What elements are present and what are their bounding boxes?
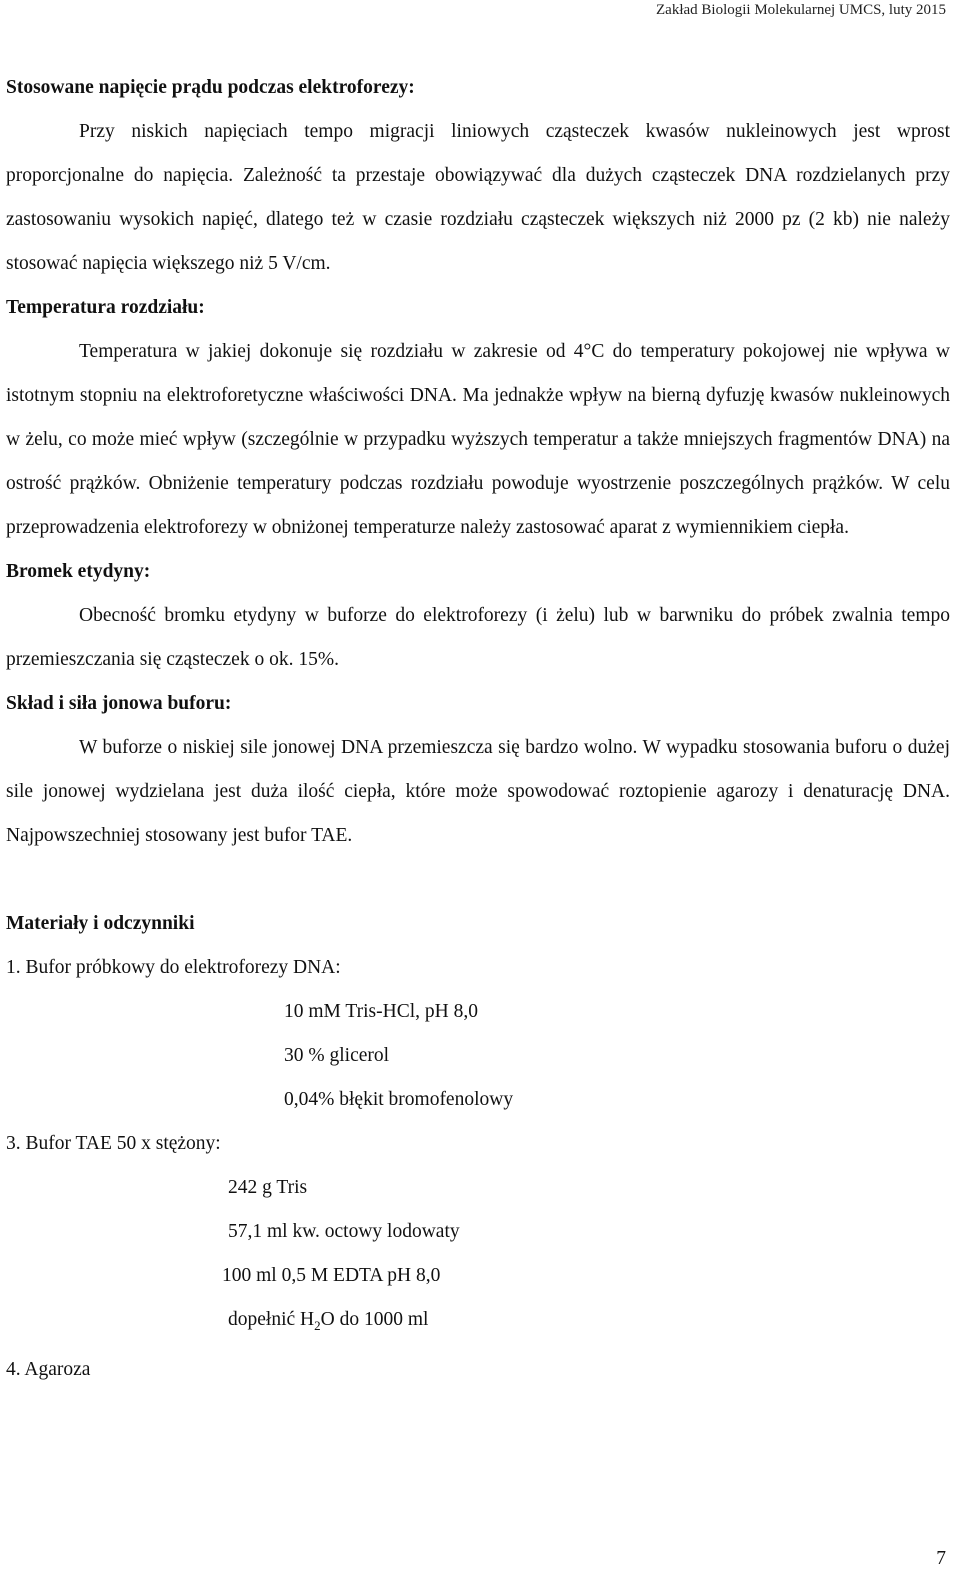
section-heading-ethidium: Bromek etydyny: [6, 561, 151, 582]
section-heading-voltage: Stosowane napięcie prądu podczas elektroforezy: [6, 77, 415, 98]
document-body [6, 66, 950, 1392]
page-header: Zakład Biologii Molekularnej UMCS, luty 2015 [656, 2, 946, 18]
section-text-ethidium: Obecność bromku etydyny w buforze do elektroforezy (i żelu) lub w barwniku do próbek zwalnia tempo przemieszczania się cząsteczek o ok. 15%. [6, 605, 950, 670]
section-text-temperature: Temperatura w jakiej dokonuje się rozdziału w zakresie od 4°C do temperatury pokojowej nie wpływa w istotnym stopniu na elektroforetyczne właściwości DNA. Ma jednakże wpływ na bierną dyfuzję kwasów nukleinowych w żelu, co może mieć wpływ (szczególnie w przypadku wyższych temperatur a także mniejszych fragmentów DNA) na ostrość prążków. Obniżenie temperatury podczas rozdziału powoduje wyostrzenie poszczególnych prążków. W celu przeprowadzenia elektroforezy w obniżonej temperaturze należy zastosować aparat z wymiennikiem ciepła. [6, 341, 950, 538]
water-text-post: O do 1000 ml [320, 1309, 429, 1330]
page-number: 7 [936, 1548, 946, 1569]
materials-item-4: 4. Agaroza [6, 1358, 91, 1380]
materials-item-1: 1. Bufor próbkowy do elektroforezy DNA: [6, 957, 341, 978]
materials-item-3: 3. Bufor TAE 50 x stężony: [6, 1133, 221, 1154]
spacer [6, 858, 950, 902]
section-text-voltage: Przy niskich napięciach tempo migracji liniowych cząsteczek kwasów nukleinowych jest wprost proporcjonalne do napięcia. Zależność ta przestaje obowiązywać dla dużych cząsteczek DNA rozdzielanych przy zastosowaniu wysokich napięć, dlatego też w czasie rozdziału cząsteczek większych niż 2000 pz (2 kb) nie należy stosować napięcia większego niż 5 V/cm. [6, 121, 950, 274]
section-heading-buffer: Skład i siła jonowa buforu: [6, 693, 232, 714]
water-text-pre: dopełnić H [228, 1309, 315, 1330]
materials-item-3-sub: 242 g Tris [228, 1177, 308, 1198]
materials-item-3-sub: 100 ml 0,5 M EDTA pH 8,0 [222, 1265, 441, 1286]
materials-heading: Materiały i odczynniki [6, 913, 195, 934]
water-subscript: 2 [314, 1317, 321, 1333]
materials-item-3-sub-water [6, 1298, 950, 1348]
section-heading-temperature: Temperatura rozdziału: [6, 297, 205, 318]
section-text-buffer: W buforze o niskiej sile jonowej DNA przemieszcza się bardzo wolno. W wypadku stosowania buforu o dużej sile jonowej wydzielana jest duża ilość ciepła, które może spowodować roztopienie agarozy i denaturację DNA. Najpowszechniej stosowany jest bufor TAE. [6, 737, 950, 846]
materials-item-3-sub: 57,1 ml kw. octowy lodowaty [228, 1221, 460, 1242]
materials-item-1-sub: 0,04% błękit bromofenolowy [284, 1089, 514, 1110]
materials-item-1-sub: 30 % glicerol [284, 1045, 390, 1066]
materials-item-1-sub: 10 mM Tris-HCl, pH 8,0 [284, 1001, 478, 1022]
